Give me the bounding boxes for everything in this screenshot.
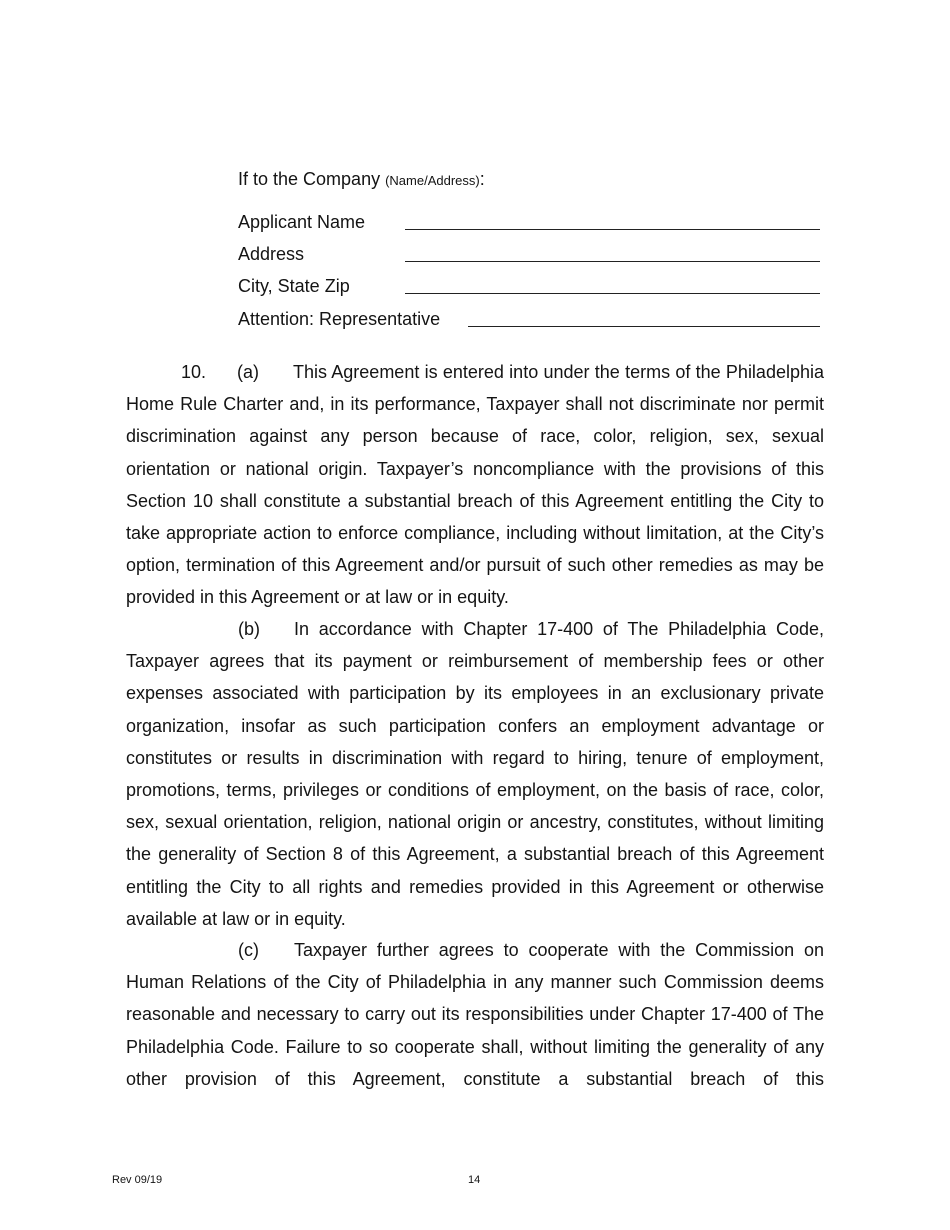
subsection-c-text: Taxpayer further agrees to cooperate with the Commission on Human Relations of the City of Philadelphia in any manner such Commission deems reasonable and necessary to carry out its responsibilities under Chapter 17-400 of The Philadelphia Code. Failure to so cooperate shall, without limiting the generality of any other provision of this Agreement, constitute a substantial breach of this (126, 940, 824, 1089)
subsection-b-marker: (b) (238, 619, 260, 639)
section-number: 10. (181, 362, 207, 382)
city-state-zip-line[interactable] (405, 293, 820, 294)
address-line[interactable] (405, 261, 820, 262)
subsection-a-text: This Agreement is entered into under the terms of the Philadelphia Home Rule Charter and, in its performance, Taxpayer shall not discriminate nor permit discrimination against any person because of race, color, religion, sex, sexual orientation or national origin. Taxpayer’s noncompliance with the provisions of this Section 10 shall constitute a substantial breach of this Agreement entitling the City to take appropriate action to enforce compliance, including without limitation, at the City’s option, termination of this Agreement and/or pursuit of such other remedies as may be provided in this Agreement or at law or in equity. (126, 362, 824, 608)
applicant-name-line[interactable] (405, 229, 820, 230)
subsection-c-marker: (c) (238, 940, 259, 960)
heading-text: If to the Company (238, 169, 386, 189)
section-10a-paragraph (126, 356, 824, 614)
page-number: 14 (468, 1174, 481, 1186)
applicant-name-label: Applicant Name (238, 212, 366, 232)
subsection-a-marker: (a) (237, 362, 259, 382)
address-label: Address (238, 244, 305, 264)
section-10c-paragraph (126, 934, 824, 1095)
attention-representative-label: Attention: Representative (238, 309, 441, 329)
heading-colon: : (479, 169, 485, 189)
attention-representative-line[interactable] (468, 326, 820, 327)
city-state-zip-label: City, State Zip (238, 276, 350, 296)
subsection-b-text: In accordance with Chapter 17-400 of The Philadelphia Code, Taxpayer agrees that its payment or reimbursement of membership fees or other expenses associated with participation by its employees in an exclusionary private organization, insofar as such participation confers an employment advantage or constitutes or results in discrimination with regard to hiring, tenure of employment, promotions, terms, privileges or conditions of employment, on the basis of race, color, sex, sexual orientation, religion, national origin or ancestry, constitutes, without limiting the generality of Section 8 of this Agreement, a substantial breach of this Agreement entitling the City to all rights and remedies provided in this Agreement or otherwise available at law or in equity. (126, 619, 824, 929)
heading-note: (Name/Address) (385, 173, 480, 188)
revision-label: Rev 09/19 (112, 1174, 163, 1186)
company-address-heading (238, 168, 485, 192)
section-10b-paragraph (126, 613, 824, 935)
